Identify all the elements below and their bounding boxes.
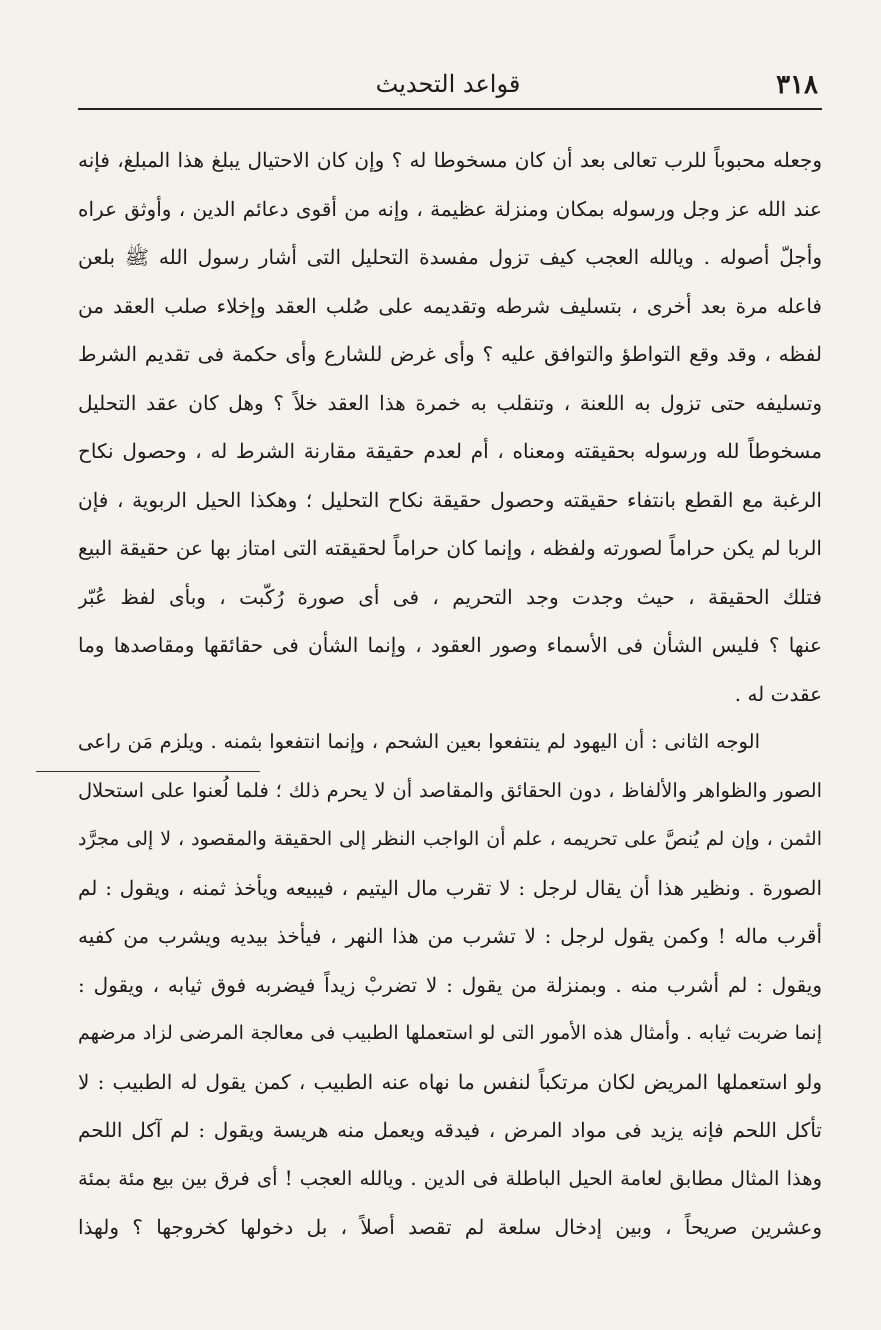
- text-line: الربا لم يكن حراماً لصورته ولفظه ، وإنما كان حراماً لحقيقته التى امتاز بها عن حقيقة البيع: [78, 536, 822, 560]
- text-line: وهذا المثال مطابق لعامة الحيل الباطلة فى الدين . ويالله العجب ! أى فرق بين بيع مئة بمئة: [78, 1166, 822, 1190]
- page-number: ٣١٨: [776, 70, 818, 100]
- text-line: ولو استعملها المريض لكان مرتكباً لنفس ما نهاه عنه الطبيب ، كمن يقول له الطبيب : لا: [78, 1069, 822, 1094]
- running-title: قواعد التحديث: [375, 70, 521, 98]
- text-line: لفظه ، وقد وقع التواطؤ والتوافق عليه ؟ وأى غرض للشارع وأى حكمة فى تقديم الشرط: [78, 342, 822, 366]
- text-line: وأجلّ أصوله . ويالله العجب كيف تزول مفسدة التحليل التى أشار رسول الله ﷺ بلعن: [78, 245, 822, 269]
- text-line: وجعله محبوباً للرب تعالى بعد أن كان مسخوطا له ؟ وإن كان الاحتيال يبلغ هذا المبلغ، فإنه: [78, 148, 822, 172]
- text-line: وعشرين صريحاً ، وبين إدخال سلعة لم تقصد أصلاً ، بل دخولها كخروجها ؟ ولهذا: [78, 1215, 822, 1239]
- header-rule: [78, 108, 822, 110]
- text-line: الصور والظواهر والألفاظ ، دون الحقائق والمقاصد أن لا يحرم ذلك ؛ فلما لُعنوا على استحلال: [78, 778, 822, 802]
- body-text: [78, 136, 822, 1252]
- page-header: [78, 58, 818, 108]
- text-line: وتسليفه حتى تزول به اللعنة ، وتنقلب به خمرة هذا العقد خلاً ؟ وهل كان عقد التحليل: [78, 390, 822, 415]
- text-line: الرغبة مع القطع بانتفاء حقيقته وحصول حقيقة نكاح التحليل ؛ وهكذا الحيل الربوية ، فإن: [78, 487, 822, 512]
- text-line: عنها ؟ فليس الشأن فى الأسماء وصور العقود ، وإنما الشأن فى حقائقها ومقاصدها وما: [78, 633, 822, 657]
- text-line: أقرب ماله ! وكمن يقول لرجل : لا تشرب من هذا النهر ، فيأخذ بيديه ويشرب من كفيه: [78, 924, 822, 948]
- text-line: فتلك الحقيقة ، حيث وجدت وجد التحريم ، فى أى صورة رُكّبت ، وبأى لفظ عُبّر: [78, 584, 822, 609]
- text-line: فاعله مرة بعد أخرى ، بتسليف شرطه وتقديمه على صُلب العقد وإخلاء صلب العقد من: [78, 293, 822, 318]
- text-line: إنما ضربت ثيابه . وأمثال هذه الأمور التى لو استعملها الطبيب فى معالجة المرضى لزاد مرضهم: [78, 1022, 822, 1044]
- text-line: مسخوطاً لله ورسوله بحقيقته ومعناه ، أم لعدم حقيقة مقارنة الشرط له ، وحصول نكاح: [78, 439, 822, 463]
- text-line: تأكل اللحم فإنه يزيد فى مواد المرض ، فيدقه ويعمل منه هريسة ويقول : لم آكل اللحم: [78, 1118, 822, 1142]
- text-line: الثمن ، وإن لم يُنصَّ على تحريمه ، علم أن الواجب النظر إلى الحقيقة والمقصود ، لا إلى مجرَّد: [78, 828, 822, 850]
- text-line: الصورة . ونظير هذا أن يقال لرجل : لا تقرب مال اليتيم ، فيبيعه ويأخذ ثمنه ، ويقول : لم: [78, 875, 822, 900]
- text-line: عند الله عز وجل ورسوله بمكان ومنزلة عظيمة ، وإنه من أقوى دعائم الدين ، وأوثق عراه: [78, 196, 822, 221]
- text-line: ويقول : لم أشرب منه . وبمنزلة من يقول : لا تضربْ زيداً فيضربه فوق ثيابه ، ويقول :: [78, 972, 822, 997]
- text-line: عقدت له .: [734, 681, 822, 706]
- section-heading-line: الوجه الثانى : أن اليهود لم ينتفعوا بعين الشحم ، وإنما انتفعوا بثمنه . ويلزم مَن راعى: [78, 730, 760, 753]
